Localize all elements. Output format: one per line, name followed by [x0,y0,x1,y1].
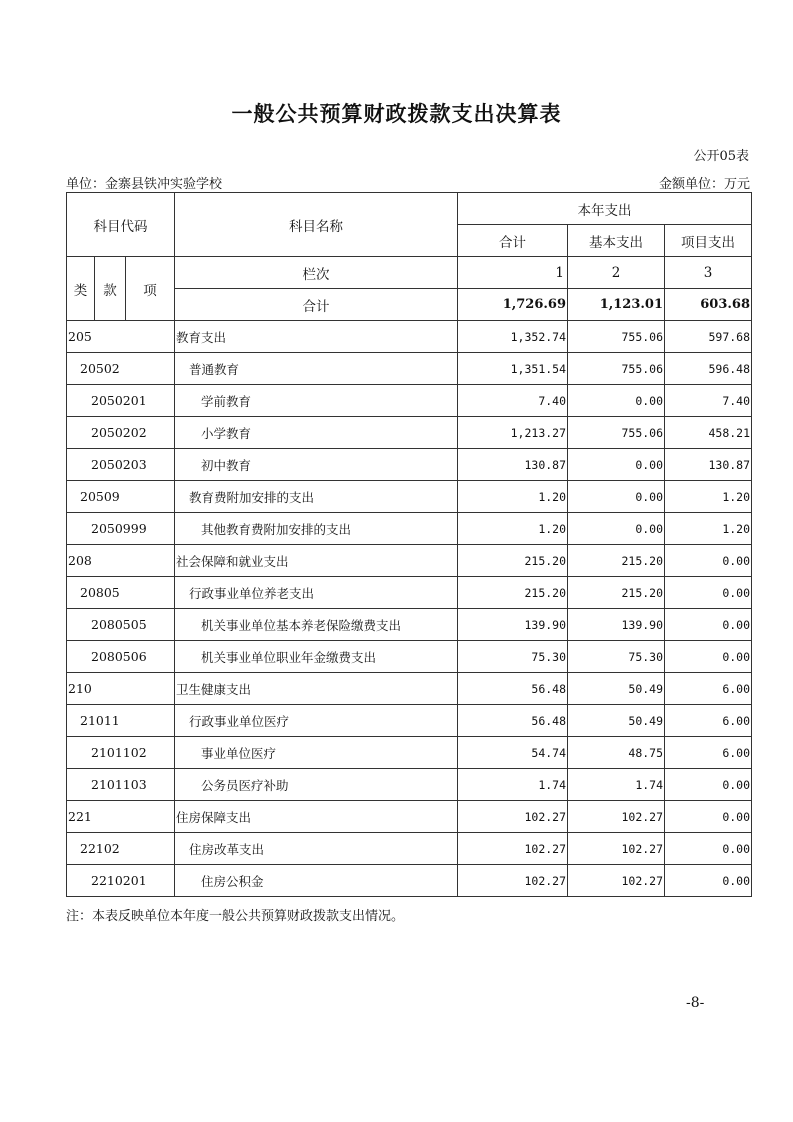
row-project: 0.00 [665,545,752,577]
header-lei: 类 [67,257,95,321]
table-row [67,417,752,449]
row-name: 机关事业单位基本养老保险缴费支出 [175,609,458,641]
row-basic: 102.27 [568,865,665,897]
row-project: 6.00 [665,705,752,737]
table-row [67,737,752,769]
row-name: 其他教育费附加安排的支出 [175,513,458,545]
row-project: 7.40 [665,385,752,417]
sum-label: 合计 [175,289,458,321]
row-name: 教育支出 [175,321,458,353]
row-total: 1,351.54 [458,353,568,385]
row-code: 2050999 [67,513,175,545]
row-project: 596.48 [665,353,752,385]
row-name: 卫生健康支出 [175,673,458,705]
table-row [67,577,752,609]
row-total: 215.20 [458,577,568,609]
row-basic: 215.20 [568,545,665,577]
header-col3: 3 [665,257,752,289]
row-code: 2080505 [67,609,175,641]
row-total: 139.90 [458,609,568,641]
row-name: 初中教育 [175,449,458,481]
row-total: 56.48 [458,705,568,737]
row-code: 2080506 [67,641,175,673]
row-name: 行政事业单位养老支出 [175,577,458,609]
page-title: 一般公共预算财政拨款支出决算表 [231,101,562,126]
table-row [67,513,752,545]
row-project: 0.00 [665,577,752,609]
row-code: 2210201 [67,865,175,897]
header-kuan: 款 [95,257,126,321]
row-code: 2101102 [67,737,175,769]
row-name: 普通教育 [175,353,458,385]
row-project: 1.20 [665,513,752,545]
table-row [67,385,752,417]
row-basic: 139.90 [568,609,665,641]
row-project: 0.00 [665,609,752,641]
table-row [67,705,752,737]
header-code: 科目代码 [67,193,175,257]
header-basic: 基本支出 [568,225,665,257]
row-name: 住房改革支出 [175,833,458,865]
row-total: 102.27 [458,865,568,897]
row-total: 75.30 [458,641,568,673]
row-name: 学前教育 [175,385,458,417]
row-basic: 50.49 [568,705,665,737]
row-code: 210 [67,673,175,705]
unit-label: 单位：金寨县铁冲实验学校 [66,177,223,192]
expenditure-table [66,192,752,897]
row-name: 机关事业单位职业年金缴费支出 [175,641,458,673]
row-name: 小学教育 [175,417,458,449]
table-row [67,545,752,577]
row-total: 1,213.27 [458,417,568,449]
table-row [67,353,752,385]
row-name: 公务员医疗补助 [175,769,458,801]
amount-unit: 金额单位：万元 [658,177,750,192]
table-row [67,321,752,353]
table-row [67,801,752,833]
row-total: 56.48 [458,673,568,705]
row-project: 0.00 [665,769,752,801]
header-name: 科目名称 [175,193,458,257]
header-row-3 [67,257,752,289]
row-name: 教育费附加安排的支出 [175,481,458,513]
row-basic: 102.27 [568,833,665,865]
header-col2: 2 [568,257,665,289]
header-xiang: 项 [126,257,175,321]
row-project: 0.00 [665,641,752,673]
table-row [67,673,752,705]
header-current-year: 本年支出 [458,193,752,225]
row-code: 221 [67,801,175,833]
row-total: 7.40 [458,385,568,417]
row-code: 21011 [67,705,175,737]
table-row [67,609,752,641]
row-total: 130.87 [458,449,568,481]
table-row [67,641,752,673]
table-number: 公开05表 [693,149,749,164]
row-total: 54.74 [458,737,568,769]
row-total: 1.74 [458,769,568,801]
table-row [67,481,752,513]
sum-total: 1,726.69 [458,289,568,321]
sum-basic: 1,123.01 [568,289,665,321]
sum-project: 603.68 [665,289,752,321]
row-code: 20502 [67,353,175,385]
header-total: 合计 [458,225,568,257]
row-total: 1,352.74 [458,321,568,353]
table-row [67,769,752,801]
row-project: 6.00 [665,737,752,769]
row-project: 458.21 [665,417,752,449]
row-basic: 1.74 [568,769,665,801]
header-col1: 1 [458,257,568,289]
row-code: 22102 [67,833,175,865]
unit-row [66,173,750,192]
row-total: 102.27 [458,801,568,833]
row-code: 20509 [67,481,175,513]
table-row [67,865,752,897]
row-code: 205 [67,321,175,353]
row-basic: 102.27 [568,801,665,833]
row-total: 102.27 [458,833,568,865]
row-project: 6.00 [665,673,752,705]
header-row-1 [67,193,752,225]
table-row [67,449,752,481]
row-name: 住房公积金 [175,865,458,897]
row-basic: 0.00 [568,385,665,417]
row-code: 20805 [67,577,175,609]
row-basic: 48.75 [568,737,665,769]
header-column-order: 栏次 [175,257,458,289]
row-code: 2050203 [67,449,175,481]
row-project: 597.68 [665,321,752,353]
row-project: 0.00 [665,801,752,833]
row-project: 0.00 [665,833,752,865]
table-row [67,833,752,865]
row-basic: 50.49 [568,673,665,705]
table-note: 注：本表反映单位本年度一般公共预算财政拨款支出情况。 [66,909,405,924]
row-basic: 215.20 [568,577,665,609]
row-project: 1.20 [665,481,752,513]
row-basic: 75.30 [568,641,665,673]
row-basic: 0.00 [568,513,665,545]
row-name: 住房保障支出 [175,801,458,833]
page-number: -8- [686,995,705,1011]
row-basic: 755.06 [568,321,665,353]
row-total: 215.20 [458,545,568,577]
header-project: 项目支出 [665,225,752,257]
row-name: 社会保障和就业支出 [175,545,458,577]
row-code: 2050202 [67,417,175,449]
row-basic: 0.00 [568,481,665,513]
row-total: 1.20 [458,481,568,513]
row-basic: 755.06 [568,417,665,449]
row-code: 208 [67,545,175,577]
row-project: 130.87 [665,449,752,481]
row-project: 0.00 [665,865,752,897]
row-total: 1.20 [458,513,568,545]
row-name: 事业单位医疗 [175,737,458,769]
row-basic: 755.06 [568,353,665,385]
row-name: 行政事业单位医疗 [175,705,458,737]
row-code: 2050201 [67,385,175,417]
row-code: 2101103 [67,769,175,801]
row-basic: 0.00 [568,449,665,481]
